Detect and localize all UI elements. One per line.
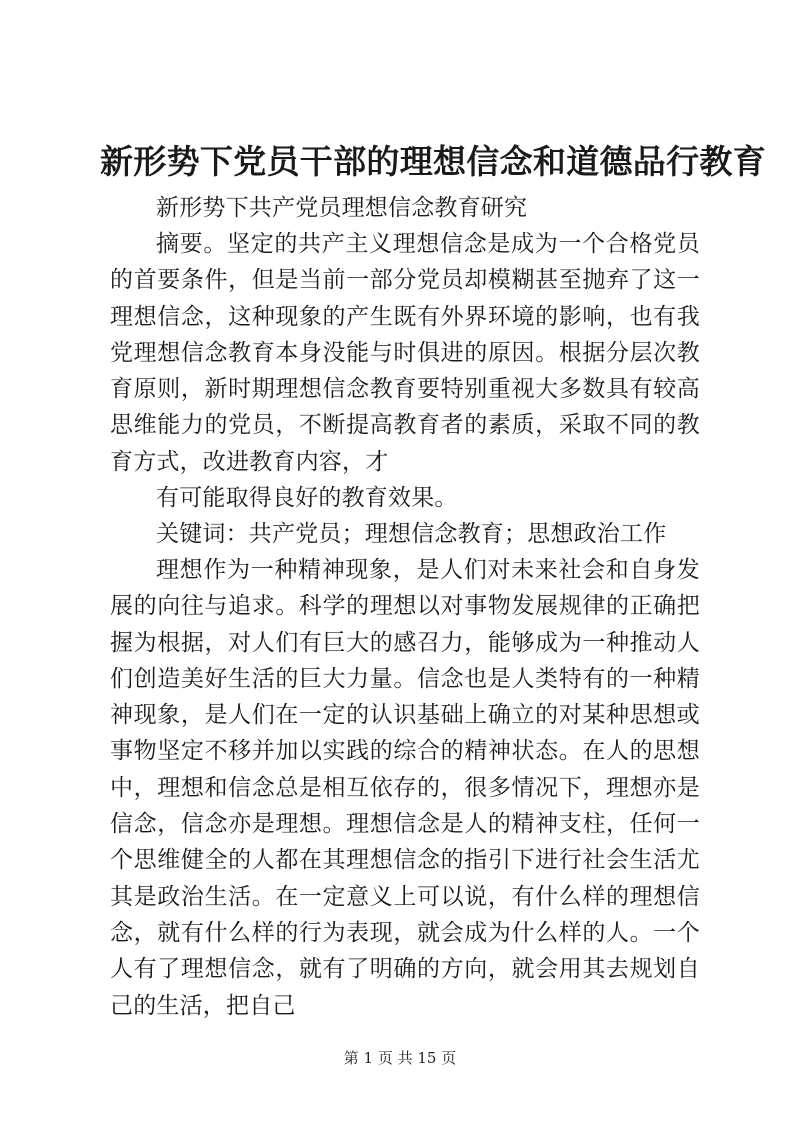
body-paragraph: 理想作为一种精神现象，是人们对未来社会和自身发展的向往与追求。科学的理想以对事物发展规律的正确把握为根据，对人们有巨大的感召力，能够成为一种推动人们创造美好生活的巨大力量。信念也是人类特有的一种精神现象，是人们在一定的认识基础上确立的对某种思想或事物坚定不移并加以实践的综合的精神状态。在人的思想中，理想和信念总是相互依存的，很多情况下，理想亦是信念，信念亦是理想。理想信念是人的精神支柱，任何一个思维健全的人都在其理想信念的指引下进行社会生活尤其是政治生活。在一定意义上可以说，有什么样的理想信念，就有什么样的行为表现，就会成为什么样的人。一个人有了理想信念，就有了明确的方向，就会用其去规划自己的生活，把自己: [110, 557, 700, 1019]
abstract-continuation: 有可能取得良好的教育效果。: [156, 485, 458, 511]
keywords-line: 关键词：共产党员；理想信念教育；思想政治工作: [156, 521, 667, 547]
document-subtitle: 新形势下共产党员理想信念教育研究: [156, 195, 528, 221]
abstract-paragraph: 摘要。坚定的共产主义理想信念是成为一个合格党员的首要条件，但是当前一部分党员却模糊甚至抛弃了这一理想信念，这种现象的产生既有外界环境的影响，也有我党理想信念教育本身没能与时俱进的原因。根据分层次教育原则，新时期理想信念教育要特别重视大多数具有较高思维能力的党员，不断提高教育者的素质，采取不同的教育方式，改进教育内容，才: [110, 231, 700, 475]
page-footer: 第 1 页 共 15 页: [343, 1049, 457, 1067]
document-title: 新形势下党员干部的理想信念和道德品行教育: [100, 142, 766, 181]
